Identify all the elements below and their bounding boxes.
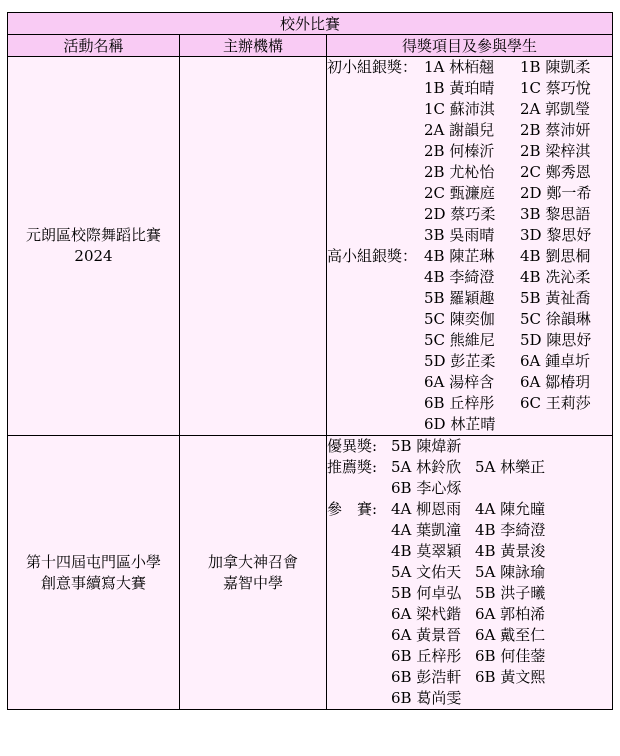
award-category-label [327,372,424,393]
student-name: 6D 林芷晴 [424,415,496,433]
student-name: 6B 李心烼 [391,479,462,497]
table-row [8,57,613,436]
student-name: 6A 黃景晉 [391,626,462,644]
student-name: 2C 甄濂庭 [424,184,495,202]
award-line [327,646,612,667]
student-name: 3B 吳雨晴 [424,226,495,244]
award-category-label [327,99,424,120]
award-list [327,57,612,435]
award-category-label [327,583,391,604]
student-name: 5B 黃祉喬 [520,289,591,307]
student-name: 1A 林栢翹 [424,58,495,76]
award-line [327,288,612,309]
award-category-label [327,478,391,499]
student-name: 5A 林樂正 [475,458,546,476]
table-title: 校外比賽 [8,13,613,35]
award-category-label [327,288,424,309]
award-category-label [327,204,424,225]
student-name: 5C 熊維尼 [424,331,495,349]
student-name: 6A 湯梓含 [424,373,495,391]
award-line [327,457,612,478]
award-line [327,330,612,351]
student-name: 2A 郭凱瑩 [520,100,591,118]
award-category-label: 優異獎: [327,437,378,455]
award-line [327,78,612,99]
award-line [327,267,612,288]
award-category-label [327,604,391,625]
award-category-label: 初小組銀獎： [327,58,418,76]
award-line [327,204,612,225]
student-name: 6B 彭浩軒 [391,668,462,686]
award-category-label [327,141,424,162]
student-name: 5B 洪子曦 [475,584,546,602]
award-category-label [327,688,391,709]
table-row [8,436,613,710]
award-line [327,478,612,499]
activity-name-line: 創意事續寫大賽 [40,573,146,592]
student-name: 4B 劉思桐 [520,247,591,265]
table-title-row [8,13,613,35]
student-name: 5C 徐韻琳 [520,310,591,328]
award-category-label: 推薦獎: [327,458,378,476]
activity-name-line: 元朗區校際舞蹈比賽 [25,226,161,244]
activity-name-line: 2024 [74,247,113,265]
student-name: 4B 李綺澄 [424,268,495,286]
award-line [327,562,612,583]
student-name: 3B 黎思語 [520,205,591,223]
award-category-label [327,120,424,141]
student-name: 4B 莫翠穎 [391,542,462,560]
award-category-label [327,667,391,688]
award-category-label [327,183,424,204]
organizer-line: 加拿大神召會 [207,552,298,571]
student-name: 4A 葉凱潼 [391,521,462,539]
award-line [327,541,612,562]
award-line [327,604,612,625]
award-category-label [327,393,424,414]
student-name: 1C 蘇沛淇 [424,100,495,118]
student-name: 6A 鍾卓圻 [520,352,591,370]
student-name: 5D 彭芷柔 [424,352,496,370]
student-name: 1C 蔡巧悅 [520,79,591,97]
student-name: 5C 陳奕伽 [424,310,495,328]
award-category-label [327,162,424,183]
student-name: 5A 文佑天 [391,563,462,581]
student-name: 1B 陳凱柔 [520,58,591,76]
award-line [327,414,612,435]
student-name: 4B 陳芷琳 [424,247,495,265]
award-line [327,393,612,414]
student-name: 6C 王莉莎 [520,394,591,412]
award-category-label [327,225,424,246]
award-category-label [327,330,424,351]
activity-name-cell [8,57,180,436]
award-category-label [327,78,424,99]
award-line [327,625,612,646]
student-name: 5D 陳思妤 [520,331,592,349]
award-line [327,583,612,604]
student-name: 5A 陳詠瑜 [475,563,546,581]
student-name: 2C 鄭秀恩 [520,163,591,181]
award-line [327,309,612,330]
award-line [327,667,612,688]
award-line [327,520,612,541]
student-name: 5B 何卓弘 [391,584,462,602]
student-name: 2B 蔡沛妍 [520,121,591,139]
award-category-label [327,520,391,541]
award-category-label: 高小組銀獎： [327,247,418,265]
organizer-cell [180,436,327,710]
award-list [327,436,612,709]
student-name: 4B 李綺澄 [475,521,546,539]
award-category-label [327,541,391,562]
award-line [327,183,612,204]
student-name: 2D 蔡巧柔 [424,205,496,223]
student-name: 6A 郭柏浠 [475,605,546,623]
column-header-awards: 得獎項目及參與學生 [327,35,613,57]
award-category-label [327,625,391,646]
student-name: 6B 丘梓彤 [424,394,495,412]
award-line [327,246,612,267]
award-category-label [327,414,424,435]
award-category-label [327,351,424,372]
student-name: 4A 陳允曈 [475,500,546,518]
award-line [327,351,612,372]
student-name: 2A 謝韻兒 [424,121,495,139]
student-name: 2D 鄭一希 [520,184,592,202]
student-name: 6B 黃文熙 [475,668,546,686]
student-name: 6A 鄒椿玥 [520,373,591,391]
student-name: 6A 梁杙鍇 [391,605,462,623]
student-name: 1B 黃珀晴 [424,79,495,97]
award-line [327,120,612,141]
external-competitions-table [7,12,613,710]
student-name: 5B 陳煒新 [391,437,462,455]
award-category-label [327,646,391,667]
student-name: 6B 葛尚雯 [391,689,462,707]
student-name: 2B 尤杺怡 [424,163,495,181]
award-line [327,99,612,120]
award-line [327,162,612,183]
organizer-cell [180,57,327,436]
organizer-line: 嘉智中學 [222,573,283,592]
student-name: 2B 何榛沂 [424,142,495,160]
award-line [327,436,612,457]
award-category-label [327,309,424,330]
student-name: 4B 黃景浚 [475,542,546,560]
award-category-label [327,267,424,288]
student-name: 5A 林鈴欣 [391,458,462,476]
column-header-organizer: 主辦機構 [180,35,327,57]
column-header-activity: 活動名稱 [8,35,180,57]
student-name: 6B 何佳蓥 [475,647,546,665]
student-name: 3D 黎思妤 [520,226,592,244]
student-name: 6A 戴至仁 [475,626,546,644]
award-line [327,499,612,520]
awards-cell [327,436,613,710]
student-name: 4B 冼沁柔 [520,268,591,286]
activity-name-line: 第十四屆屯門區小學 [25,552,161,571]
award-category-label: 參 賽: [327,500,378,518]
table-header-row [8,35,613,57]
activity-name-cell [8,436,180,710]
award-category-label [327,562,391,583]
student-name: 5B 羅穎趣 [424,289,495,307]
awards-cell [327,57,613,436]
award-line [327,57,612,78]
award-line [327,372,612,393]
award-line [327,688,612,709]
award-line [327,225,612,246]
award-line [327,141,612,162]
student-name: 6B 丘梓彤 [391,647,462,665]
student-name: 4A 柳恩雨 [391,500,462,518]
student-name: 2B 梁梓淇 [520,142,591,160]
